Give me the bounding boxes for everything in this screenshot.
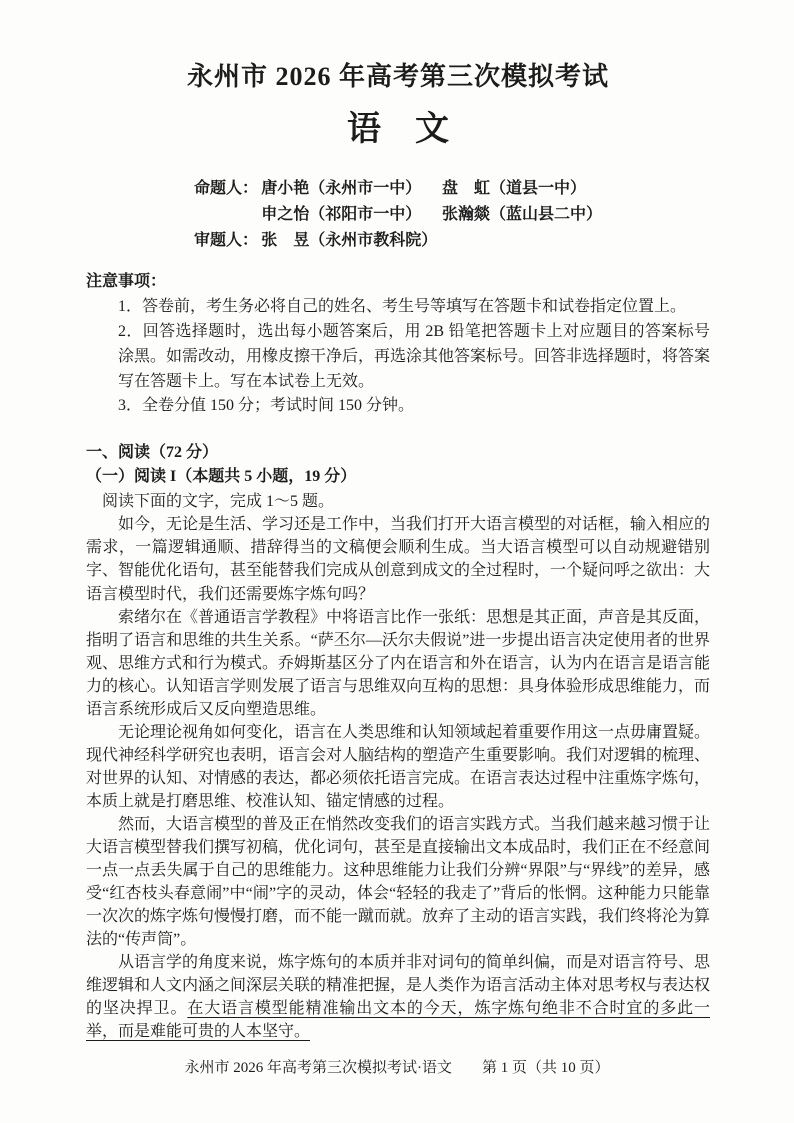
notice-heading: 注意事项： <box>86 272 167 290</box>
author-name: 唐小艳（永州市一中） <box>261 180 422 197</box>
notice-item: 1．答卷前，考生务必将自己的姓名、考生号等填写在答题卡和试卷指定位置上。 <box>118 297 687 315</box>
author-name: 张 昱（永州市教科院） <box>261 231 438 249</box>
author-name: 张瀚燚（蓝山县二中） <box>441 205 602 223</box>
reading-instruction: 阅读下面的文字，完成 1～5 题。 <box>102 493 335 511</box>
notice-items <box>118 295 710 420</box>
authors-block <box>194 176 602 254</box>
author-name: 申之怡（祁阳市一中） <box>261 205 422 223</box>
passage-paragraph: 索绪尔在《普通语言学教程》中将语言比作一张纸：思想是其正面，声音是其反面，指明了语言和思维的共生关系。“萨丕尔—沃尔夫假说”进一步提出语言决定使用者的世界观、思维方式和行为模式。乔姆斯基区分了内在语言和外在语言，认为内在语言是语言能力的核心。认知语言学则发展了语言与思维双向互构的思想：具身体验形成思维能力，而语言系统形成后又反向塑造思维。 <box>86 608 711 718</box>
passage-paragraph: 然而，大语言模型的普及正在悄然改变我们的语言实践方式。当我们越来越习惯于让大语言模型替我们撰写初稿，优化词句，甚至是直接输出文本成品时，我们正在不经意间一点一点丢失属于自己的思维能力。这种思维能力让我们分辨“界限”与“界线”的差异，感受“红杏枝头春意闹”中“闹”字的灵动，体会“轻轻的我走了”背后的怅惘。这种能力只能靠一次次的炼字炼句慢慢打磨，而不能一蹴而就。放弃了主动的语言实践，我们终将沦为算法的“传声筒”。 <box>86 815 711 948</box>
notice-item: 3．全卷分值 150 分；考试时间 150 分钟。 <box>118 397 415 415</box>
reviewer-label: 审题人： <box>194 231 259 249</box>
proposer-row <box>194 176 602 202</box>
author-name: 盘 虹（道县一中） <box>441 180 586 197</box>
notice-item: 2．回答选择题时，选出每小题答案后，用 2B 铅笔把答题卡上对应题目的答案标号涂黑。如需改动，用橡皮擦干净后，再选涂其他答案标号。回答非选择题时，将答案写在答题卡上。写在本试卷上无效。 <box>118 322 711 390</box>
subject-title: 语 文 <box>347 111 449 148</box>
notice-section <box>86 270 710 420</box>
passage-paragraph <box>86 951 710 1043</box>
passage-text: 从语言学的角度来说，炼字炼句的本质并非对词句的简单纠偏，而是对语言符号、思维逻辑和人文内涵之间深层关联的精准把握，是人类作为语言活动主体对思考权与表达权的坚决捍卫。 <box>86 954 711 1018</box>
section-heading: 一、阅读（72 分） <box>86 444 219 462</box>
exam-title: 永州市 2026 年高考第三次模拟考试 <box>186 62 609 91</box>
proposer-row <box>194 202 602 228</box>
label-spacer <box>194 202 261 228</box>
page-footer: 永州市 2026 年高考第三次模拟考试·语文 第 1 页（共 10 页） <box>184 1060 610 1076</box>
proposer-label: 命题人： <box>194 180 259 197</box>
reading-passage <box>86 490 710 1043</box>
subsection-heading: （一）阅读 I（本题共 5 小题，19 分） <box>86 468 357 486</box>
underlined-passage-text: 在大语言模型能精准输出文本的今天，炼字炼句绝非不合时宜的多此一举，而是难能可贵的人本坚守。 <box>86 1000 710 1041</box>
passage-paragraph: 无论理论视角如何变化，语言在人类思维和认知领域起着重要作用这一点毋庸置疑。现代神经科学研究也表明，语言会对人脑结构的塑造产生重要影响。我们对逻辑的梳理、对世界的认知、对情感的表达，都必须依托语言完成。在语言表达过程中注重炼字炼句，本质上就是打磨思维、校准认知、锚定情感的过程。 <box>86 723 711 810</box>
passage-paragraph: 如今，无论是生活、学习还是工作中，当我们打开大语言模型的对话框，输入相应的需求，一篇逻辑通顺、措辞得当的文稿便会顺利生成。当大语言模型可以自动规避错别字、智能优化语句，甚至能替我们完成从创意到成文的全过程时，一个疑问呼之欲出：大语言模型时代，我们还需要炼字炼句吗？ <box>86 516 711 603</box>
reviewer-row <box>194 228 602 254</box>
